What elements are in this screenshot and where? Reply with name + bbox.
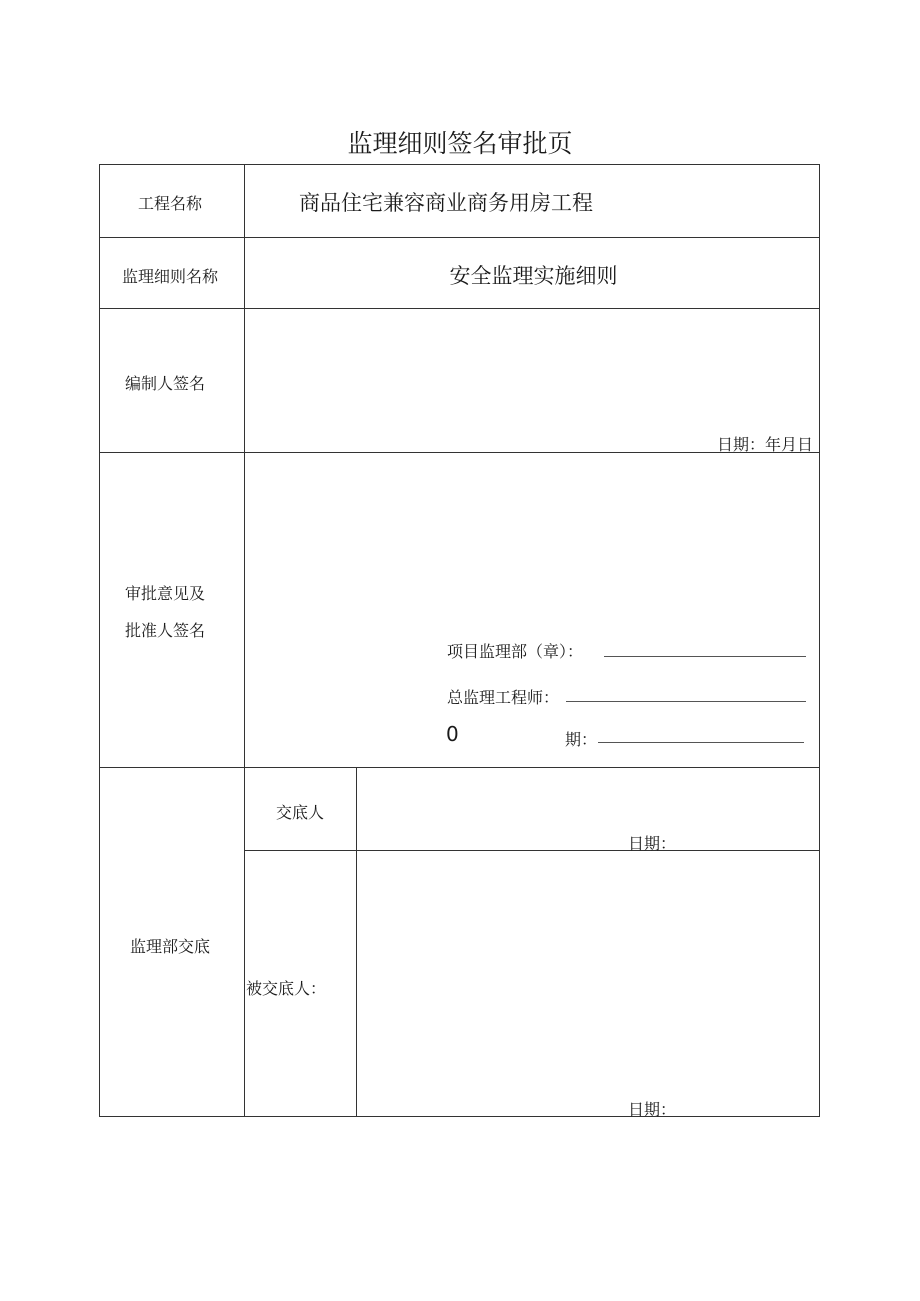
briefing-giver-date: 日期： <box>628 834 677 853</box>
project-dept-seal-label: 项目监理部（章）： <box>447 642 584 661</box>
rule-name-value: 安全监理实施细则 <box>449 264 618 288</box>
chief-engineer-line <box>566 701 806 702</box>
table-border-bottom <box>99 1116 820 1117</box>
compiler-signature-label: 编制人签名 <box>125 374 206 393</box>
date-mark: 0 <box>446 722 459 746</box>
sub-column-divider <box>356 767 357 1117</box>
chief-engineer-label: 总监理工程师： <box>447 688 560 707</box>
rule-name-label: 监理细则名称 <box>122 267 219 286</box>
page-title: 监理细则签名审批页 <box>347 129 573 158</box>
row-divider <box>99 452 820 453</box>
row-divider <box>99 767 820 768</box>
briefing-receiver-label: 被交底人： <box>246 979 327 998</box>
table-border-left <box>99 164 100 1117</box>
column-divider <box>244 164 245 1117</box>
compiler-date: 日期：年月日 <box>717 435 814 454</box>
row-divider <box>99 308 820 309</box>
table-border-top <box>99 164 820 165</box>
row-divider <box>99 237 820 238</box>
project-name-label: 工程名称 <box>138 194 203 213</box>
approval-date-line <box>598 742 804 743</box>
project-name-value: 商品住宅兼容商业商务用房工程 <box>299 191 593 215</box>
approval-date-label: 期： <box>565 730 598 749</box>
briefing-giver-label: 交底人 <box>276 803 325 822</box>
briefing-label: 监理部交底 <box>130 937 211 956</box>
approval-label-line2: 批准人签名 <box>125 621 206 640</box>
project-dept-seal-line <box>604 656 806 657</box>
sub-row-divider <box>244 850 820 851</box>
briefing-receiver-date: 日期： <box>628 1100 677 1119</box>
table-border-right <box>819 164 820 1117</box>
approval-label-line1: 审批意见及 <box>125 584 206 603</box>
